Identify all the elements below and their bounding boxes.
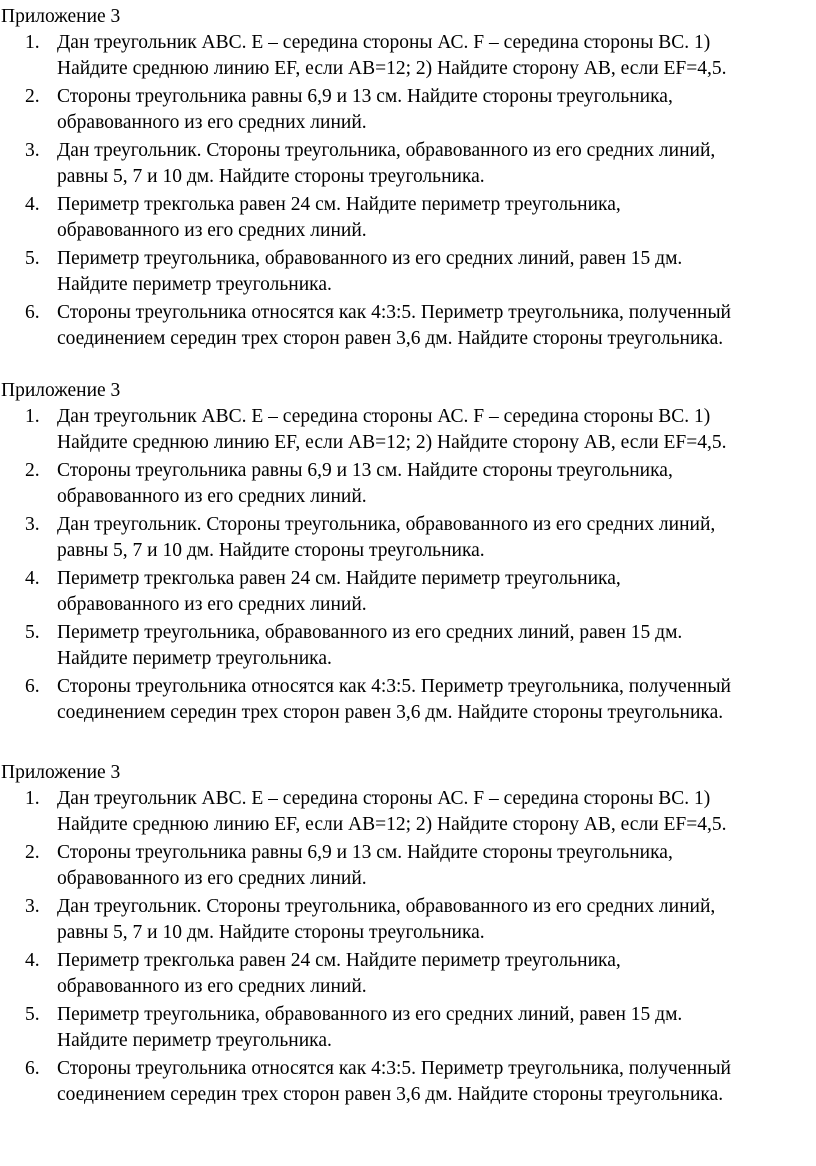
task-number: 6. (25, 1058, 40, 1079)
task-item (1, 786, 813, 838)
task-item (1, 458, 813, 510)
task-number: 4. (25, 194, 40, 215)
task-item (1, 566, 813, 618)
task-text-line: обравованного из его средних линий. (57, 112, 367, 133)
task-text-line: Найдите среднюю линию EF, если АВ=12; 2) Найдите сторону АВ, если EF=4,5. (57, 814, 727, 835)
task-number: 6. (25, 302, 40, 323)
section-heading: Приложение 3 (1, 380, 121, 401)
task-list (1, 404, 813, 726)
section-heading: Приложение 3 (1, 762, 121, 783)
task-text-line: Периметр треугольника, обравованного из его средних линий, равен 15 дм. (57, 622, 683, 643)
appendix-section (1, 760, 813, 1110)
task-text-line: Дан треугольник АВС. Е – середина стороны АС. F – середина стороны ВС. 1) (57, 406, 711, 427)
task-text-line: Стороны треугольника относятся как 4:3:5. Периметр треугольника, полученный (57, 302, 731, 323)
task-text-line: Периметр треугольника, обравованного из его средних линий, равен 15 дм. (57, 1004, 683, 1025)
task-text-line: Периметр треугольника, обравованного из его средних линий, равен 15 дм. (57, 248, 683, 269)
task-text-line: Периметр трекголька равен 24 см. Найдите периметр треугольника, (57, 568, 621, 589)
task-text-line: Стороны треугольника относятся как 4:3:5. Периметр треугольника, полученный (57, 1058, 731, 1079)
task-text-line: Найдите периметр треугольника. (57, 1030, 332, 1051)
task-item (1, 246, 813, 298)
task-number: 4. (25, 950, 40, 971)
task-number: 1. (25, 32, 40, 53)
appendix-section (1, 4, 813, 354)
task-item (1, 1056, 813, 1108)
task-text-line: равны 5, 7 и 10 дм. Найдите стороны треугольника. (57, 540, 485, 561)
task-item (1, 840, 813, 892)
task-number: 4. (25, 568, 40, 589)
task-item (1, 30, 813, 82)
task-text-line: Стороны треугольника равны 6,9 и 13 см. Найдите стороны треугольника, (57, 460, 673, 481)
task-number: 5. (25, 248, 40, 269)
appendix-section (1, 378, 813, 728)
task-number: 2. (25, 842, 40, 863)
task-number: 3. (25, 514, 40, 535)
task-text-line: обравованного из его средних линий. (57, 486, 367, 507)
task-item (1, 620, 813, 672)
task-text-line: Дан треугольник АВС. Е – середина стороны АС. F – середина стороны ВС. 1) (57, 788, 711, 809)
task-text-line: соединением середин трех сторон равен 3,6 дм. Найдите стороны треугольника. (57, 1084, 724, 1105)
task-text-line: Периметр трекголька равен 24 см. Найдите периметр треугольника, (57, 950, 621, 971)
task-number: 5. (25, 1004, 40, 1025)
task-text-line: обравованного из его средних линий. (57, 868, 367, 889)
task-number: 1. (25, 788, 40, 809)
task-text-line: равны 5, 7 и 10 дм. Найдите стороны треугольника. (57, 922, 485, 943)
task-item (1, 948, 813, 1000)
task-item (1, 404, 813, 456)
task-number: 2. (25, 86, 40, 107)
task-text-line: Найдите среднюю линию EF, если АВ=12; 2) Найдите сторону АВ, если EF=4,5. (57, 58, 727, 79)
task-item (1, 192, 813, 244)
task-text-line: равны 5, 7 и 10 дм. Найдите стороны треугольника. (57, 166, 485, 187)
task-item (1, 138, 813, 190)
task-text-line: Дан треугольник АВС. Е – середина стороны АС. F – середина стороны ВС. 1) (57, 32, 711, 53)
task-text-line: соединением середин трех сторон равен 3,6 дм. Найдите стороны треугольника. (57, 328, 724, 349)
task-item (1, 674, 813, 726)
task-text-line: Стороны треугольника равны 6,9 и 13 см. Найдите стороны треугольника, (57, 86, 673, 107)
task-text-line: Найдите периметр треугольника. (57, 648, 332, 669)
task-number: 3. (25, 140, 40, 161)
task-item (1, 300, 813, 352)
task-item (1, 1002, 813, 1054)
task-text-line: Дан треугольник. Стороны треугольника, обравованного из его средних линий, (57, 896, 716, 917)
task-item (1, 84, 813, 136)
task-number: 1. (25, 406, 40, 427)
task-item (1, 512, 813, 564)
task-number: 6. (25, 676, 40, 697)
task-text-line: Дан треугольник. Стороны треугольника, обравованного из его средних линий, (57, 514, 716, 535)
task-number: 2. (25, 460, 40, 481)
task-number: 5. (25, 622, 40, 643)
task-text-line: Периметр трекголька равен 24 см. Найдите периметр треугольника, (57, 194, 621, 215)
task-text-line: обравованного из его средних линий. (57, 220, 367, 241)
task-text-line: Найдите среднюю линию EF, если АВ=12; 2) Найдите сторону АВ, если EF=4,5. (57, 432, 727, 453)
task-text-line: Стороны треугольника относятся как 4:3:5. Периметр треугольника, полученный (57, 676, 731, 697)
task-text-line: соединением середин трех сторон равен 3,6 дм. Найдите стороны треугольника. (57, 702, 724, 723)
section-heading: Приложение 3 (1, 6, 121, 27)
task-number: 3. (25, 896, 40, 917)
task-item (1, 894, 813, 946)
task-text-line: обравованного из его средних линий. (57, 594, 367, 615)
task-list (1, 786, 813, 1108)
task-list (1, 30, 813, 352)
task-text-line: Стороны треугольника равны 6,9 и 13 см. Найдите стороны треугольника, (57, 842, 673, 863)
task-text-line: обравованного из его средних линий. (57, 976, 367, 997)
task-text-line: Найдите периметр треугольника. (57, 274, 332, 295)
task-text-line: Дан треугольник. Стороны треугольника, обравованного из его средних линий, (57, 140, 716, 161)
